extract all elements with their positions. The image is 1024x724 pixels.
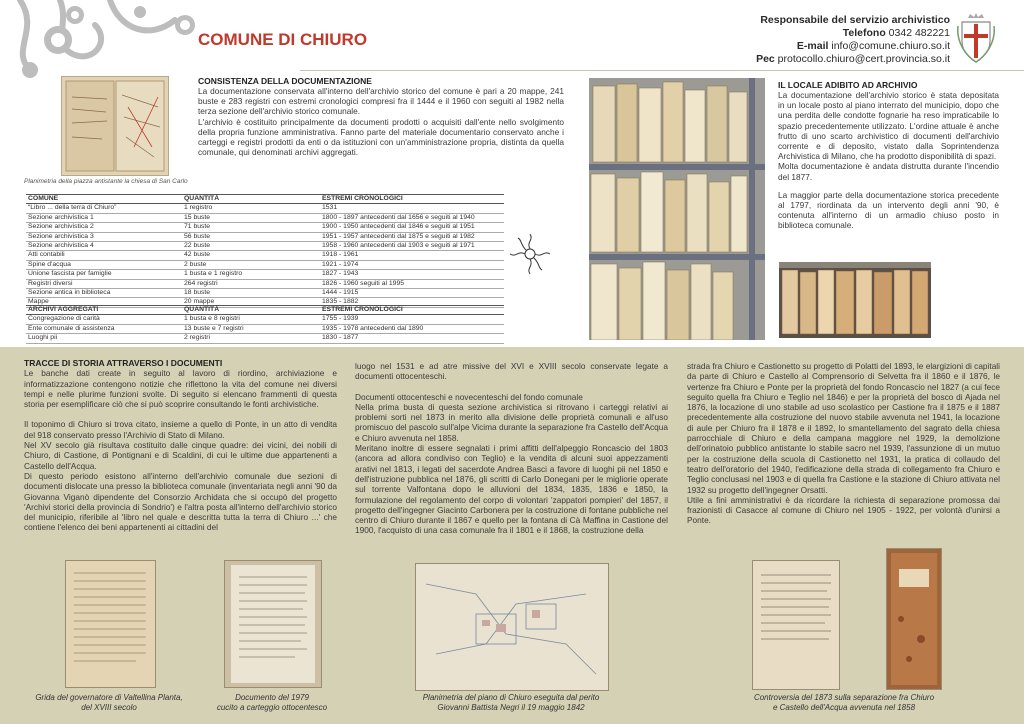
table-cell: 1444 - 1915: [320, 289, 504, 298]
table-cell: Spine d'acqua: [26, 260, 182, 269]
documento-1979-photo: [224, 560, 322, 688]
table-cell: Luoghi pii: [26, 334, 182, 343]
table-cell: 71 buste: [182, 223, 320, 232]
table-cell: 13 buste e 7 registri: [182, 324, 320, 333]
caption-controversia: [734, 693, 954, 713]
archivi-aggregati-table: [26, 305, 504, 344]
table-cell: 1827 - 1943: [320, 270, 504, 279]
table-cell: Sezione archivistica 4: [26, 242, 182, 251]
table-cell: 1531: [320, 204, 504, 213]
table-row: [26, 213, 504, 222]
table-cell: Unione fascista per famiglie: [26, 270, 182, 279]
email-label: E-mail: [796, 40, 829, 52]
caption-line: Planimetria del piano di Chiuro eseguita dal perito: [422, 693, 600, 702]
table-row: [26, 260, 504, 269]
table-cell: 42 buste: [182, 251, 320, 260]
tracce-column-3: [687, 361, 1000, 526]
table-cell: 1835 - 1882: [320, 298, 504, 307]
table-header: ARCHIVI AGGREGATI: [26, 306, 182, 315]
table-cell: 1 registro: [182, 204, 320, 213]
tracce-c2-p3: Meritano inoltre di essere segnalati i primi affitti dell'alpeggio Roncascio del 1803 (ancora ad allora condiviso con Teglio) e la vendita di alcuni suoi appezzamenti arativi nel 1813, i legati del sacerdote Andrea Basci a favore di luoghi pii nel 1850 e dell'istruzione pubblica nel 1876, gli scritti di Carlo Donegani per le migliorie operate sul torrente Valfontana dopo le alluvioni del 1834, 1835, 1836 e 1850, la formulazione del regolamento del corpo di volontari 'zappatori pompieri' del 1857, il progetto dell'ingegner Giacinto Carbonera per la costruzione di fontane pubbliche nel centro di Chiuro durante il 1867 e quello per la fontana di Cà Maffina in Castione del 1900, l'acquisto di una casa comunale fra il 1801 e il 1868, la costruzione della: [355, 443, 668, 536]
municipal-crest-icon: [956, 12, 996, 64]
archive-shelves-photo: [589, 78, 765, 340]
table-row: [26, 232, 504, 241]
tracce-c3-p2: Utile a fini amministrativi è da ricordare la richiesta di separazione promossa dai frazionisti di Casacce al comune di Chiuro nel 1905 - 1922, per volontà d'unirsi a Ponte.: [687, 494, 1000, 526]
table-cell: 1 busta e 8 registri: [182, 315, 320, 324]
locale-p3: La maggior parte della documentazione storica precedente al 1797, riordinata da un intervento degli anni '90, è contenuta all'interno di un armadio chiuso posto in biblioteca comunale.: [778, 189, 999, 231]
caption-line: Grida del governatore di Valtellina Planta,: [35, 693, 183, 702]
tracce-column-1: [24, 358, 337, 533]
table-cell: Sezione archivistica 3: [26, 232, 182, 241]
contact-block: [756, 14, 950, 66]
table-row: [26, 279, 504, 288]
planimetria-caption: Planimetria della piazza antistante la chiesa di San Carlo: [24, 178, 188, 185]
table-row: [26, 324, 504, 333]
table-cell: Sezione archivistica 2: [26, 223, 182, 232]
table-header-row: [26, 195, 504, 204]
table-cell: 15 buste: [182, 213, 320, 222]
library-cabinet-photo: [779, 262, 931, 338]
table-cell: Mappe: [26, 298, 182, 307]
table-cell: 22 buste: [182, 242, 320, 251]
locale-p1: La documentazione dell'archivio storico è stata depositata in un locale posto al piano interrato del municipio, dopo che una perdita delle condotte fognarie ha reso impraticabile lo spazio precedentemente utilizzato. L'ordine attuale è anche frutto di uno scarto archivistico di documenti dell'archivio corrente e di deposito, vistato dalla Soprintendenza Archivistica di Milano, che ha prodotto disponibilità di spazi.: [778, 90, 999, 162]
table-cell: Congregazione di carità: [26, 315, 182, 324]
table-cell: Sezione archivistica 1: [26, 213, 182, 222]
table-cell: 264 registri: [182, 279, 320, 288]
table-cell: 1951 - 1957 antecedenti dal 1875 e seguiti al 1982: [320, 232, 504, 241]
table-cell: 1826 - 1960 seguiti al 1995: [320, 279, 504, 288]
table-cell: Registri diversi: [26, 279, 182, 288]
caption-line: Controversia del 1873 sulla separazione fra Chiuro: [753, 693, 935, 702]
locale-title: IL LOCALE ADIBITO AD ARCHIVIO: [778, 80, 918, 90]
tracce-title: TRACCE DI STORIA ATTRAVERSO I DOCUMENTI: [24, 358, 223, 368]
caption-line: Giovanni Battista Negri il 19 maggio 1842: [437, 703, 585, 712]
table-header: ESTREMI CRONOLOGICI: [320, 195, 504, 204]
table-row: [26, 223, 504, 232]
locale-section: [778, 80, 999, 231]
scroll-ornament-icon: [0, 0, 200, 80]
caption-line: e Castello dell'Acqua avvenuta nel 1858: [772, 703, 916, 712]
consistenza-section: [198, 76, 564, 157]
page-title: COMUNE DI CHIURO: [198, 30, 368, 49]
table-row: [26, 242, 504, 251]
table-row: [26, 251, 504, 260]
consistenza-p2: L'archivio è costituito principalmente da documenti prodotti o acquisiti dall'ente nello svolgimento della propria funzione amministrativa. Fanno parte del materiale documentario conservato anche i carteggi e registri prodotti da enti o da istituzioni con un'amministrazione propria, distinta da quella comunale, qui denominati archivi aggregati.: [198, 116, 564, 158]
header-rule: [300, 70, 1024, 71]
table-row: [26, 289, 504, 298]
table-row: [26, 204, 504, 213]
contact-title: Responsabile del servizio archivistico: [760, 14, 950, 26]
tracce-c1-p3: Nel XV secolo già risultava costituito dalle cinque quadre: dei vicini, dei nobili di Chiuro, di Castione, di Pontignani e di Scaldini, di cui le ultime due appartenenti a Castello dell'Acqua.: [24, 440, 337, 471]
tracce-column-2: [355, 361, 668, 536]
table-header: COMUNE: [26, 195, 182, 204]
table-cell: “Libro ... della terra di Chiuro”: [26, 204, 182, 213]
table-cell: 20 mappe: [182, 298, 320, 307]
table-cell: Ente comunale di assistenza: [26, 324, 182, 333]
table-cell: 2 buste: [182, 260, 320, 269]
caption-line: cucito a carteggio ottocentesco: [216, 703, 328, 712]
busta-cover-photo: [886, 548, 942, 690]
table-row: [26, 315, 504, 324]
tracce-c1-p1: Le banche dati create in seguito al lavoro di riordino, archiviazione e informatizzazione contengono notizie che riflettono la vita del comune nei diversi tempi e nelle plurime funzioni svolte. Di seguito si elencano frammenti di questa storia per esemplificare ciò che si può scoprire consultando le fonti archivistiche.: [24, 368, 337, 410]
tracce-c1-p2: Il toponimo di Chiuro si trova citato, insieme a quello di Ponte, in un atto di vendita del 918 conservato presso l'Archivio di Stato di Milano.: [24, 419, 337, 440]
caption-line: Documento del 1979: [235, 693, 309, 702]
caption-line: del XVIII secolo: [81, 703, 137, 712]
consistenza-p1: La documentazione conservata all'interno dell'archivio storico del comune è pari a 20 mappe, 241 buste e 283 registri con estremi cronologici compresi fra il 1444 e il 1960 con seguiti al 1982 nella terza sezione dell'archivio storico comunale.: [198, 86, 564, 117]
table-header: ESTREMI CRONOLOGICI: [320, 306, 504, 315]
tracce-c2-p2: Nella prima busta di questa sezione archivistica si ritrovano i carteggi relativi ai problemi sorti nel 1873 in merito alla divisione delle proprietà comunali e all'uso promiscuo del pascolo sull'alpe Vicima durante la separazione fra Castello dell'Acqua e Chiuro avvenuta nel 1858.: [355, 401, 668, 443]
table-cell: 1 busta e 1 registro: [182, 270, 320, 279]
table-cell: 1921 - 1974: [320, 260, 504, 269]
tracce-c1-p4: Di questo periodo esistono all'interno dell'archivio comunale due sezioni di documenti dislocate una presso la biblioteca comunale (inventariata negli anni '90 da Giovanna Viganò dipendente del Consorzio Archidata che si occupò del progetto 'Archivi storici della provincia di Sondrio') e l'altra posta all'interno dell'archivio storico del municipio, riferibile al 'libro nel quale e descritta tutta la terra di Chiuro ...' che contiene l'elenco dei beni appartenenti ai cittadini del: [24, 470, 337, 533]
planimetria-1842-photo: [415, 563, 609, 691]
pec-value[interactable]: protocollo.chiuro@cert.provincia.so.it: [777, 53, 950, 65]
phone-value: 0342 482221: [888, 27, 950, 39]
tracce-c2-subtitle: Documenti ottocenteschi e novecenteschi del fondo comunale: [355, 391, 583, 402]
table-row: [26, 270, 504, 279]
grida-photo: [65, 560, 156, 688]
caption-grida: [20, 693, 198, 713]
table-cell: 1958 - 1960 antecedenti dal 1903 e seguiti al 1971: [320, 242, 504, 251]
locale-p2: Molta documentazione è andata distrutta durante l'incendio del 1877.: [778, 161, 999, 182]
consistenza-title: CONSISTENZA DELLA DOCUMENTAZIONE: [198, 76, 372, 86]
table-header: QUANTITÀ: [182, 306, 320, 315]
email-value[interactable]: info@comune.chiuro.so.it: [831, 40, 950, 52]
table-header-row: [26, 306, 504, 315]
table-cell: Sezione antica in biblioteca: [26, 289, 182, 298]
table-cell: 1755 - 1939: [320, 315, 504, 324]
table-cell: Atti contabili: [26, 251, 182, 260]
table-cell: 1900 - 1950 antecedenti dal 1846 e seguiti al 1951: [320, 223, 504, 232]
flourish-ornament-icon: [508, 232, 552, 276]
tracce-c2-p1: luogo nel 1531 e ad atre missive del XVI e XVIII secolo conservate legate a documenti ottocenteschi.: [355, 361, 668, 382]
table-cell: 1830 - 1877: [320, 334, 504, 343]
pec-label: Pec: [756, 53, 775, 65]
table-cell: 1935 - 1978 antecedenti dal 1890: [320, 324, 504, 333]
tracce-c3-p1: strada fra Chiuro e Castionetto su progetto di Polatti del 1893, le elargizioni di capitali da parte di Chiuro e Castello al Comprensorio di Selvetta fra il 1860 e il 1876, le vertenze fra Chiuro e Ponte per la proprietà del fondo Roncascio nel 1827 (a cui fece seguito quella fra Chiuro e Teglio nel 1846) e per la proprietà del bosco di Ajada nel 1876, la locazione di uno stabile ad uso scolastico per Castione fra il 1875 e il 1887 precedentemente alla costruzione del nuovo stabile avvenuta nel 1941, la locazione di aule per Chiuro fra il 1878 e il 1892, lo smantellamento del sagrato della chiesa parrocchiale di Chiuro e della campana maggiore nel 1929, la demolizione dell'orinatoio pubblico antistante lo stabile sacro nel 1939, l'assunzione di un mutuo per la costruzione della scuola di Castionetto nel 1931, la pratica di collaudo del teatro dell'oratorio del 1940, l'edificazione della strada di collegamento fra Chiuro e Teglio conclusasi nel 1903 e di quella fra Castione e la stazione di Chiuro attivata nel 1932 su progetto dell'ingegner Orsatti.: [687, 361, 1000, 495]
table-header: QUANTITÀ: [182, 195, 320, 204]
planimetria-photo: [61, 76, 169, 176]
table-cell: 2 registri: [182, 334, 320, 343]
phone-label: Telefono: [842, 27, 886, 39]
controversia-photo: [752, 560, 840, 690]
comune-table: [26, 194, 504, 308]
table-cell: 1918 - 1961: [320, 251, 504, 260]
table-row: [26, 334, 504, 343]
table-cell: 18 buste: [182, 289, 320, 298]
table-cell: 56 buste: [182, 232, 320, 241]
table-cell: 1800 - 1897 antecedenti dal 1656 e seguiti al 1940: [320, 213, 504, 222]
caption-documento: [190, 693, 354, 713]
caption-planimetria: [400, 693, 622, 713]
